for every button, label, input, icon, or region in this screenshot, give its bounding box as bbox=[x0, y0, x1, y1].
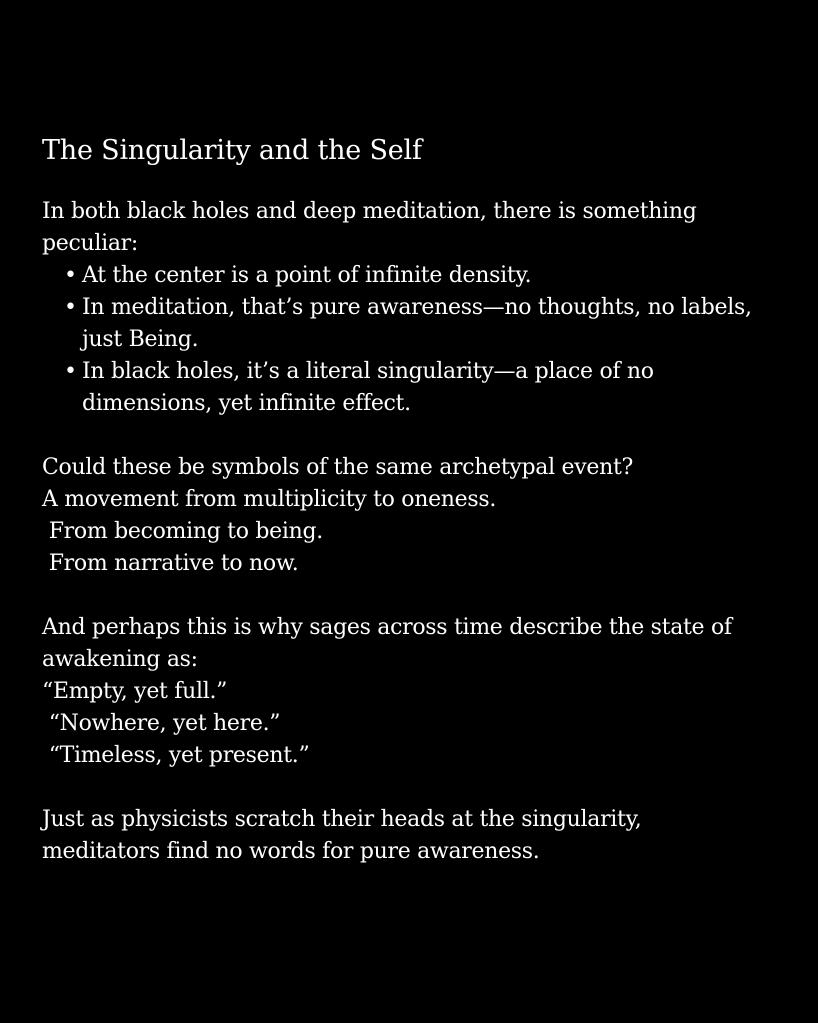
text-line: A movement from multiplicity to oneness. bbox=[42, 487, 497, 512]
quote-line: “Nowhere, yet here.” bbox=[42, 711, 281, 736]
bullet-icon: • bbox=[64, 359, 77, 384]
bullet-text: In black holes, it’s a literal singularity—a place of no dimensions, yet infinite effect. bbox=[82, 359, 654, 416]
quote-line: “Timeless, yet present.” bbox=[42, 743, 310, 768]
closing-paragraph: Just as physicists scratch their heads at the singularity, meditators find no words for pure awareness. bbox=[42, 807, 642, 864]
text-line: From becoming to being. bbox=[42, 519, 323, 544]
spacer bbox=[42, 772, 762, 804]
section-sages bbox=[42, 612, 762, 772]
bullet-icon: • bbox=[64, 295, 77, 320]
spacer bbox=[42, 420, 762, 452]
article bbox=[42, 132, 762, 868]
bullet-text: In meditation, that’s pure awareness—no thoughts, no labels, just Being. bbox=[82, 295, 752, 352]
spacer bbox=[42, 580, 762, 612]
bullet-icon: • bbox=[64, 263, 77, 288]
section-archetype bbox=[42, 452, 762, 580]
text-line: From narrative to now. bbox=[42, 551, 299, 576]
text-line: Could these be symbols of the same archetypal event? bbox=[42, 455, 634, 480]
bullet-item bbox=[42, 356, 762, 420]
sages-lead: And perhaps this is why sages across time describe the state of awakening as: bbox=[42, 615, 732, 672]
article-title: The Singularity and the Self bbox=[42, 135, 422, 166]
quote-line: “Empty, yet full.” bbox=[42, 679, 228, 704]
intro-paragraph: In both black holes and deep meditation, there is something peculiar: bbox=[42, 199, 697, 256]
bullet-item bbox=[42, 260, 762, 292]
bullet-list bbox=[42, 260, 762, 420]
bullet-item bbox=[42, 292, 762, 356]
bullet-text: At the center is a point of infinite density. bbox=[82, 263, 532, 288]
